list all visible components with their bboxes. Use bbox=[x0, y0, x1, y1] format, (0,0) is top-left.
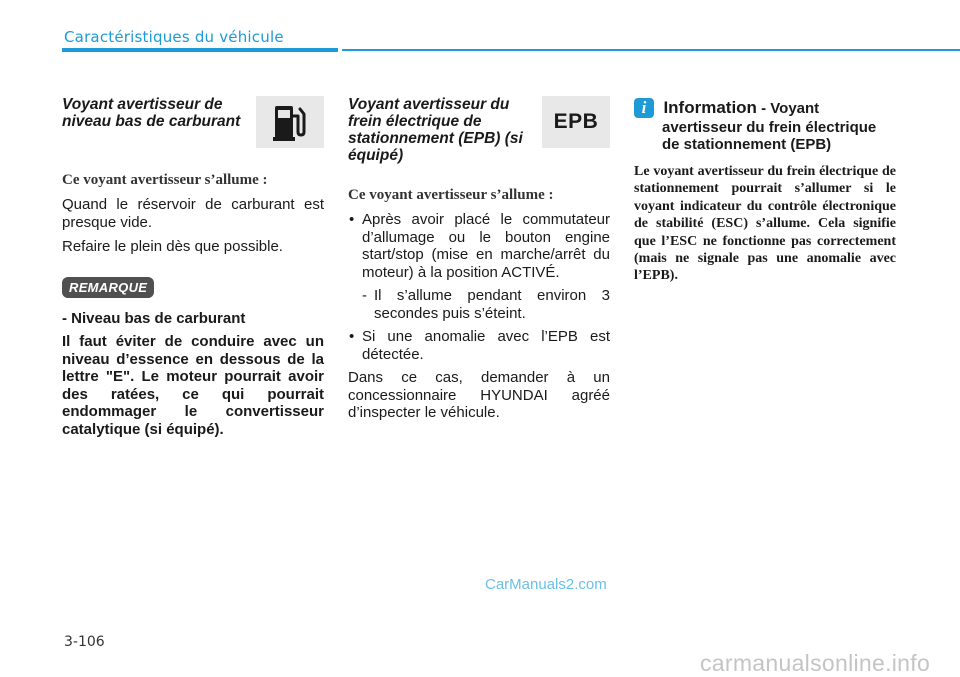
note-body: Il faut éviter de conduire avec un niveau d’essence en dessous de la lettre "E". Le moteur pourrait avoir des ratées, ce qui pourrait endommager le convertisseur catalytique (si équipé). bbox=[62, 333, 324, 438]
bullet-dot: • bbox=[349, 328, 355, 345]
dash-marker: - bbox=[362, 287, 367, 304]
bullet-dot: • bbox=[349, 211, 355, 228]
epb-icon-box bbox=[542, 96, 610, 148]
info-header bbox=[634, 98, 896, 118]
remarque-badge: REMARQUE bbox=[62, 277, 154, 298]
info-subtitle-part2: avertisseur du frein électrique de stationnement (EPB) bbox=[662, 119, 877, 153]
fuel-paragraph-1: Quand le réservoir de carburant est presque vide. bbox=[62, 196, 324, 231]
info-body: Le voyant avertisseur du frein électrique de stationnement pourrait s’allumer si le voyant indicateur du contrôle électronique de stabilité (ESC) s’allume. Cela signifie que l’ESC ne fonctionne pas correctement (mais ne signale pas une anomalie avec l’EPB). bbox=[634, 164, 896, 284]
epb-bullet-2: • Si une anomalie avec l’EPB est détectée. bbox=[349, 328, 610, 363]
header-rule-thick bbox=[62, 48, 338, 52]
epb-lead: Ce voyant avertisseur s’allume : bbox=[348, 187, 554, 203]
fuel-warning-heading: Voyant avertisseur de niveau bas de carburant bbox=[62, 96, 241, 130]
epb-bullet-1: • Après avoir placé le commutateur d’allumage ou le bouton engine start/stop (mise en marche/arrêt du moteur) à la position ACTIVÉ. bbox=[349, 211, 610, 281]
epb-paragraph-end: Dans ce cas, demander à un concessionnaire HYUNDAI agréé d’inspecter le véhicule. bbox=[348, 369, 610, 421]
fuel-icon-box bbox=[256, 96, 324, 148]
epb-warning-heading: Voyant avertisseur du frein électrique de stationnement (EPB) (si équipé) bbox=[348, 96, 523, 164]
watermark: CarManuals2.com bbox=[485, 576, 607, 593]
epb-dash-1: - Il s’allume pendant environ 3 secondes puis s’éteint. bbox=[362, 287, 610, 322]
column-epb-warning bbox=[348, 96, 610, 422]
site-mark: carmanualsonline.info bbox=[700, 650, 931, 676]
info-subtitle-part1: - Voyant bbox=[756, 100, 820, 117]
column-information bbox=[634, 98, 896, 285]
header-rule-thin bbox=[342, 49, 960, 51]
epb-icon-label: EPB bbox=[553, 110, 599, 133]
fuel-lead: Ce voyant avertisseur s’allume : bbox=[62, 172, 268, 188]
info-title: Information bbox=[663, 98, 757, 117]
section-title: Caractéristiques du véhicule bbox=[64, 28, 284, 46]
note-title: - Niveau bas de carburant bbox=[62, 309, 246, 327]
fuel-pump-icon bbox=[273, 102, 307, 142]
info-icon: i bbox=[634, 98, 654, 118]
fuel-paragraph-2: Refaire le plein dès que possible. bbox=[62, 238, 283, 255]
column-fuel-warning bbox=[62, 96, 324, 438]
page-number: 3-106 bbox=[64, 634, 105, 650]
